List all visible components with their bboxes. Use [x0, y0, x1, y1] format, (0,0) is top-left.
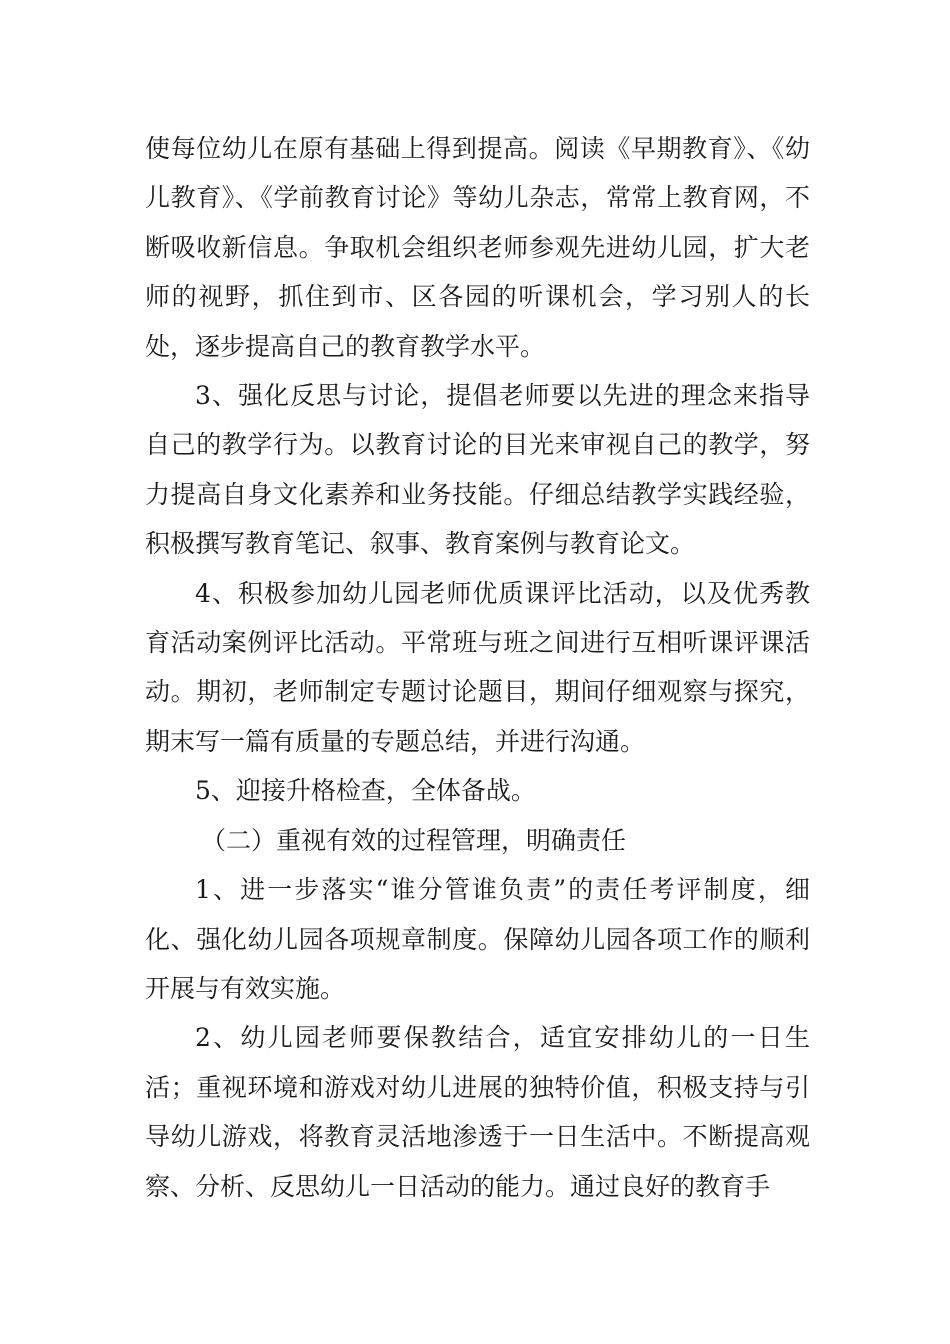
paragraph-item-5: 5、迎接升格检查，全体备战。	[195, 776, 536, 806]
document-body	[145, 124, 810, 1211]
paragraph-item-2: 2、幼儿园老师要保教结合，适宜安排幼儿的一日生活；重视环境和游戏对幼儿进展的独特价值，积极支持与引导幼儿游戏，将教育灵活地渗透于一日生活中。不断提高观察、分析、反思幼儿一日活动的能力。通过良好的教育手	[145, 1023, 810, 1201]
section-heading: （二）重视有效的过程管理，明确责任	[201, 825, 627, 855]
paragraph-item-1: 1、进一步落实“谁分管谁负责”的责任考评制度，细化、强化幼儿园各项规章制度。保障幼儿园各项工作的顺利开展与有效实施。	[145, 875, 810, 1003]
paragraph-item-3: 3、强化反思与讨论，提倡老师要以先进的理念来指导自己的教学行为。以教育讨论的目光来审视自己的教学，努力提高自身文化素养和业务技能。仔细总结教学实践经验，积极撰写教育笔记、叙事、教育案例与教育论文。	[145, 381, 810, 559]
paragraph-continuation: 使每位幼儿在原有基础上得到提高。阅读《早期教育》、《幼儿教育》、《学前教育讨论》等幼儿杂志，常常上教育网，不断吸收新信息。争取机会组织老师参观先进幼儿园，扩大老师的视野，抓住到市、区各园的听课机会，学习别人的长处，逐步提高自己的教育教学水平。	[145, 134, 810, 361]
paragraph-item-4: 4、积极参加幼儿园老师优质课评比活动，以及优秀教育活动案例评比活动。平常班与班之间进行互相听课评课活动。期初，老师制定专题讨论题目，期间仔细观察与探究，期末写一篇有质量的专题总结，并进行沟通。	[145, 578, 810, 756]
